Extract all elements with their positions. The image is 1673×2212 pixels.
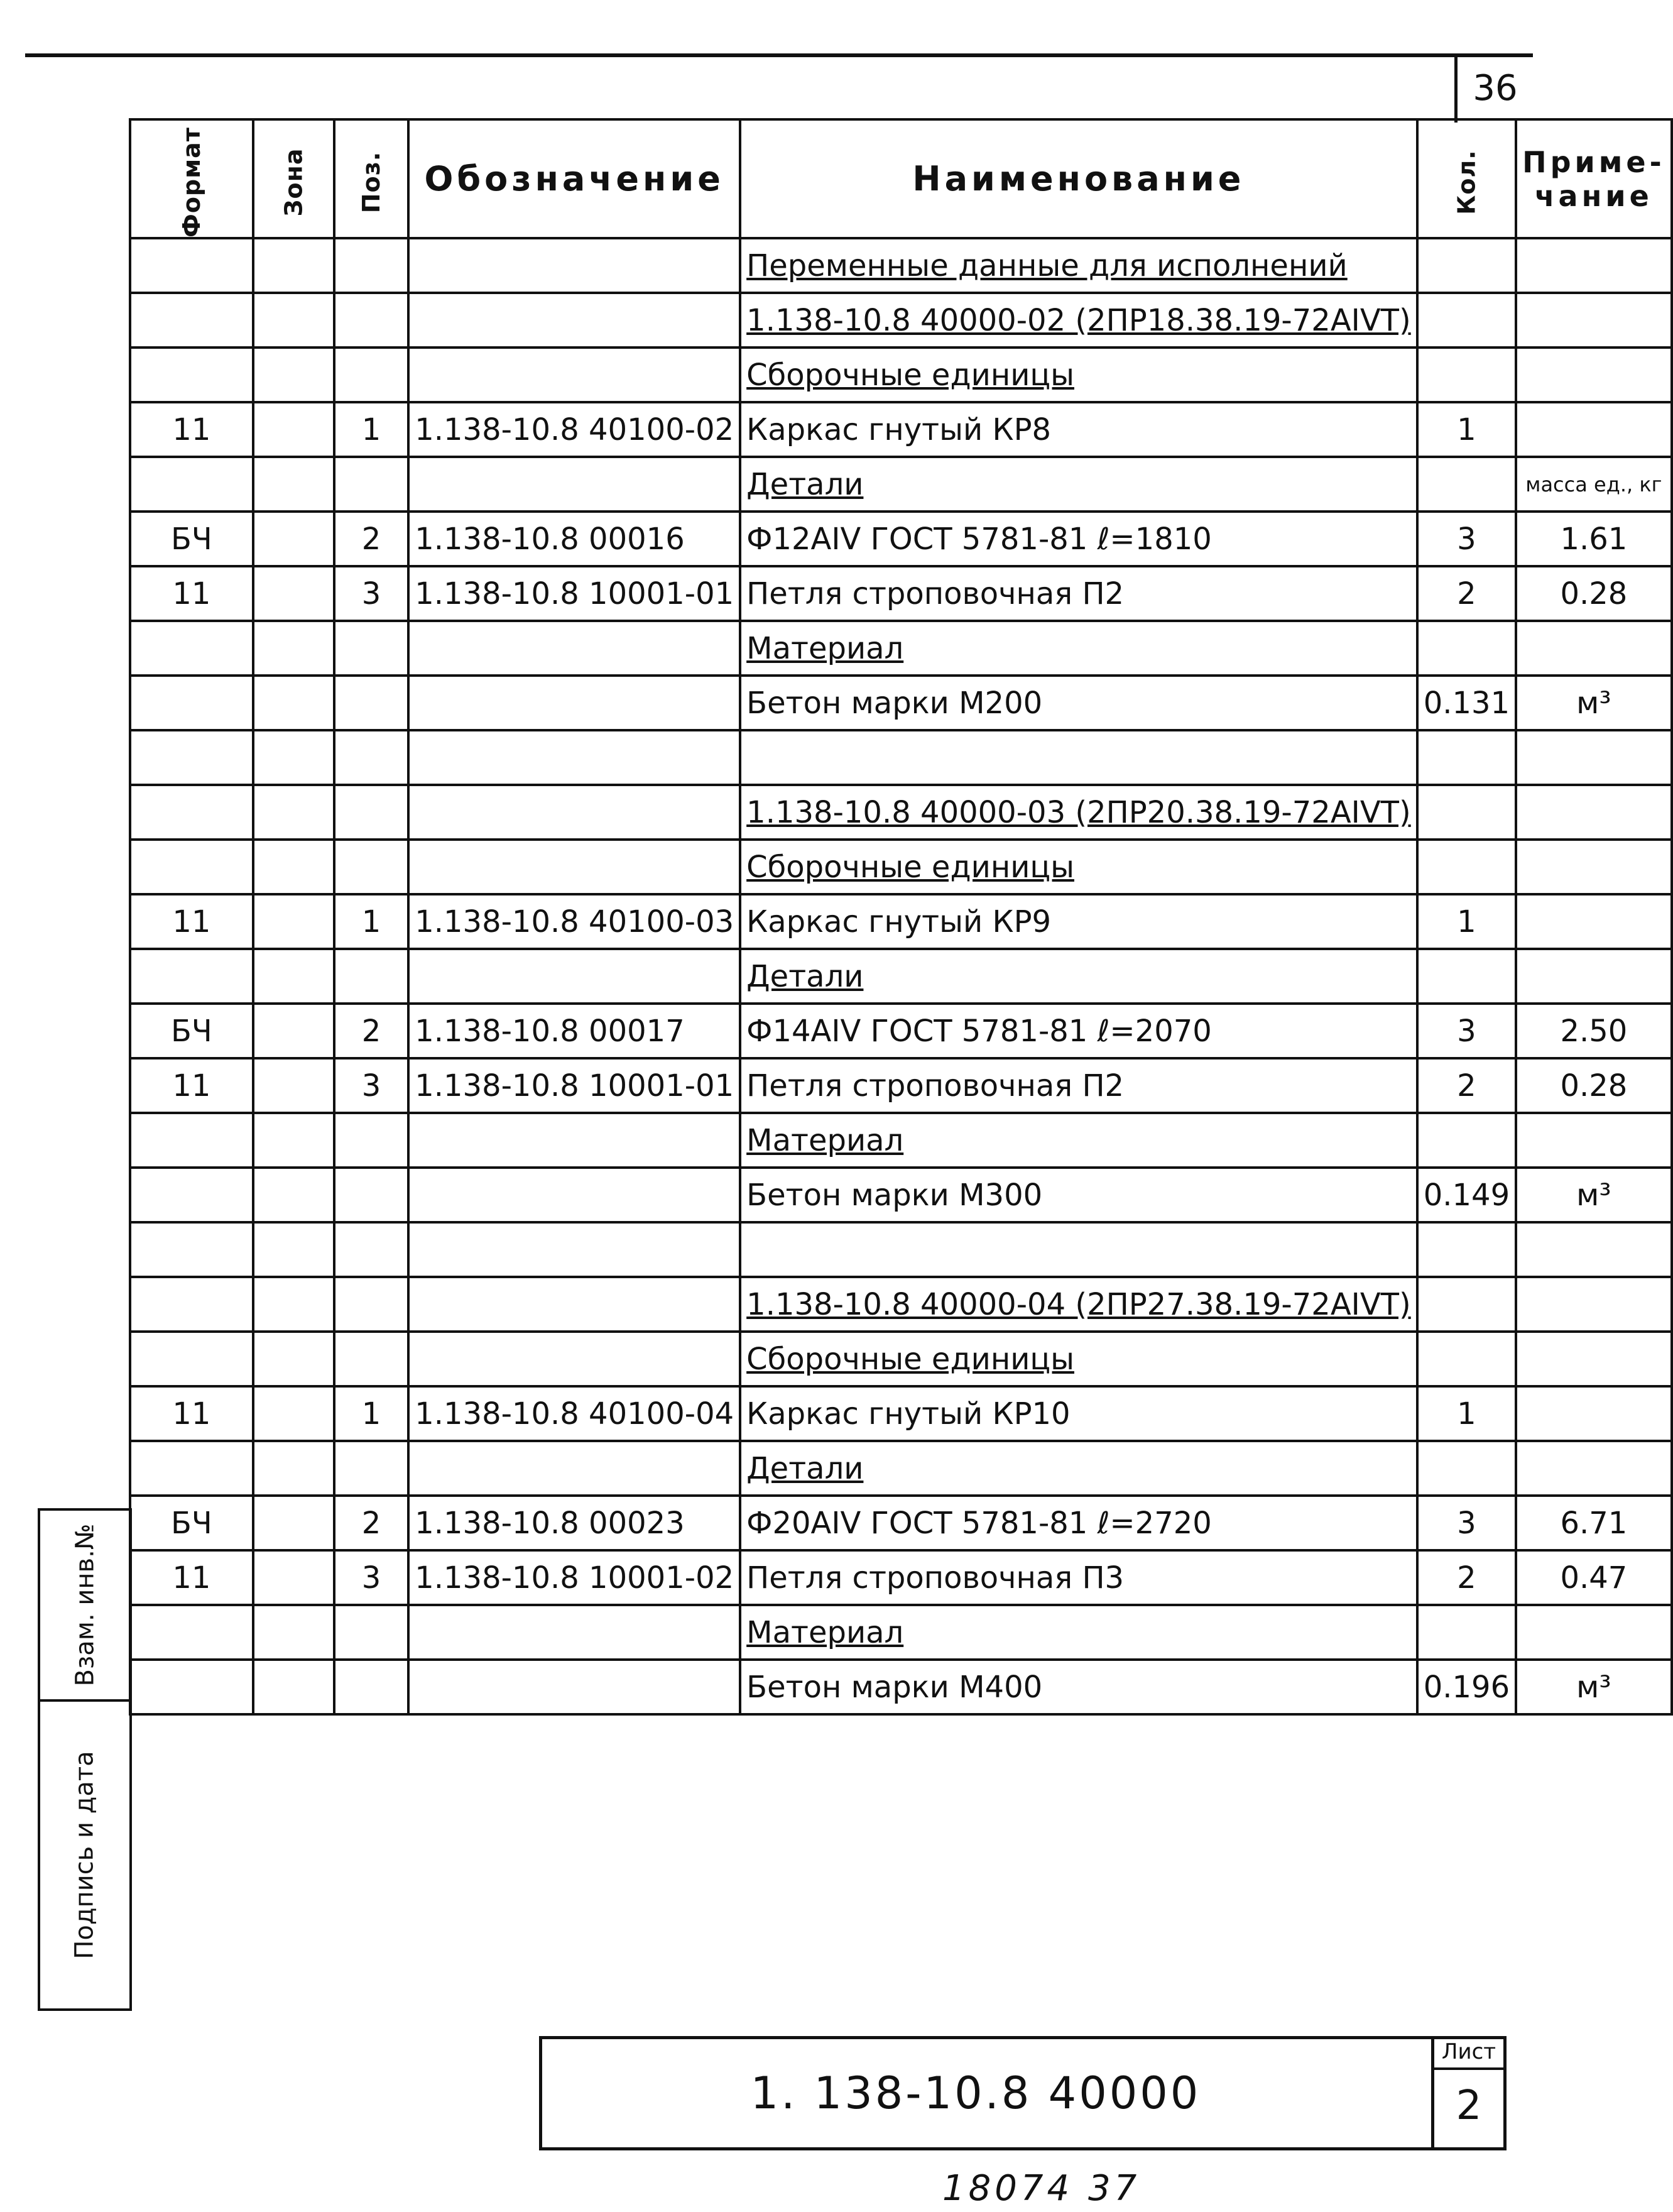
col-zone-header: Зона — [253, 119, 334, 238]
cell-note — [1516, 238, 1672, 293]
cell-name: Сборочные единицы — [740, 348, 1417, 402]
col-position-header: Поз. — [334, 119, 408, 238]
cell-qty — [1417, 621, 1516, 676]
cell-zone — [253, 1605, 334, 1660]
cell-zone — [253, 1277, 334, 1332]
table-row — [130, 840, 1672, 894]
sheet-box — [1431, 2039, 1503, 2147]
cell-position: 3 — [334, 1550, 408, 1605]
cell-position — [334, 1222, 408, 1277]
cell-note — [1516, 402, 1672, 457]
cell-designation — [408, 1222, 740, 1277]
cell-format: 11 — [130, 1058, 253, 1113]
cell-designation — [408, 1277, 740, 1332]
cell-name: Материал — [740, 1605, 1417, 1660]
table-row — [130, 1660, 1672, 1714]
cell-name: Бетон марки М300 — [740, 1168, 1417, 1222]
cell-position: 2 — [334, 1496, 408, 1550]
cell-note — [1516, 1222, 1672, 1277]
cell-name: Петля строповочная П2 — [740, 1058, 1417, 1113]
cell-qty — [1417, 949, 1516, 1004]
cell-zone — [253, 840, 334, 894]
table-row — [130, 293, 1672, 348]
cell-qty — [1417, 293, 1516, 348]
cell-zone — [253, 949, 334, 1004]
cell-qty — [1417, 785, 1516, 840]
cell-position — [334, 293, 408, 348]
cell-qty: 2 — [1417, 566, 1516, 621]
cell-designation — [408, 840, 740, 894]
col-format-header: Формат — [130, 119, 253, 238]
cell-position: 2 — [334, 512, 408, 566]
cell-position — [334, 730, 408, 785]
cell-position — [334, 457, 408, 512]
cell-position: 3 — [334, 1058, 408, 1113]
cell-position — [334, 1332, 408, 1386]
cell-qty — [1417, 730, 1516, 785]
cell-note: 0.47 — [1516, 1550, 1672, 1605]
side-label-replace-inv: Взам. инв.№ — [70, 1523, 99, 1687]
cell-zone — [253, 1441, 334, 1496]
cell-designation: 1.138-10.8 00017 — [408, 1004, 740, 1058]
cell-name: Детали — [740, 949, 1417, 1004]
cell-position — [334, 1113, 408, 1168]
cell-position: 3 — [334, 566, 408, 621]
cell-name: Бетон марки М200 — [740, 676, 1417, 730]
cell-note — [1516, 1386, 1672, 1441]
cell-format — [130, 949, 253, 1004]
cell-qty: 2 — [1417, 1058, 1516, 1113]
cell-note: 0.28 — [1516, 566, 1672, 621]
cell-note: м³ — [1516, 1168, 1672, 1222]
cell-designation — [408, 1168, 740, 1222]
cell-note: 1.61 — [1516, 512, 1672, 566]
cell-note — [1516, 621, 1672, 676]
cell-zone — [253, 512, 334, 566]
cell-zone — [253, 402, 334, 457]
cell-note: 0.28 — [1516, 1058, 1672, 1113]
cell-qty — [1417, 238, 1516, 293]
cell-qty: 0.196 — [1417, 1660, 1516, 1714]
cell-designation: 1.138-10.8 40100-02 — [408, 402, 740, 457]
cell-format: БЧ — [130, 512, 253, 566]
cell-note — [1516, 730, 1672, 785]
cell-designation — [408, 1441, 740, 1496]
cell-position — [334, 348, 408, 402]
cell-zone — [253, 1660, 334, 1714]
cell-format — [130, 457, 253, 512]
cell-name: Сборочные единицы — [740, 840, 1417, 894]
cell-name: 1.138-10.8 40000-02 (2ПР18.38.19-72AIVT) — [740, 293, 1417, 348]
cell-note: 6.71 — [1516, 1496, 1672, 1550]
specification-table — [129, 118, 1673, 1716]
cell-qty: 1 — [1417, 894, 1516, 949]
cell-format — [130, 1605, 253, 1660]
cell-designation — [408, 1660, 740, 1714]
cell-qty: 1 — [1417, 1386, 1516, 1441]
cell-qty — [1417, 1441, 1516, 1496]
cell-position — [334, 785, 408, 840]
cell-designation — [408, 785, 740, 840]
table-row — [130, 1496, 1672, 1550]
cell-name: Петля строповочная П3 — [740, 1550, 1417, 1605]
cell-format — [130, 676, 253, 730]
cell-position: 1 — [334, 402, 408, 457]
cell-note — [1516, 1441, 1672, 1496]
cell-zone — [253, 1496, 334, 1550]
cell-format: БЧ — [130, 1496, 253, 1550]
cell-format: 11 — [130, 402, 253, 457]
cell-position: 2 — [334, 1004, 408, 1058]
cell-note — [1516, 293, 1672, 348]
cell-note: масса ед., кг — [1516, 457, 1672, 512]
cell-designation: 1.138-10.8 40100-03 — [408, 894, 740, 949]
cell-qty: 2 — [1417, 1550, 1516, 1605]
cell-designation — [408, 293, 740, 348]
top-border — [25, 53, 1533, 57]
cell-name: Каркас гнутый КР8 — [740, 402, 1417, 457]
sheet-number: 2 — [1456, 2083, 1482, 2129]
cell-qty: 3 — [1417, 1004, 1516, 1058]
cell-zone — [253, 1550, 334, 1605]
table-row — [130, 402, 1672, 457]
cell-zone — [253, 730, 334, 785]
cell-format — [130, 621, 253, 676]
cell-format — [130, 1168, 253, 1222]
table-row — [130, 1222, 1672, 1277]
cell-format — [130, 1441, 253, 1496]
cell-designation: 1.138-10.8 10001-01 — [408, 1058, 740, 1113]
cell-qty: 0.131 — [1417, 676, 1516, 730]
cell-designation: 1.138-10.8 40100-04 — [408, 1386, 740, 1441]
cell-designation — [408, 730, 740, 785]
cell-designation — [408, 949, 740, 1004]
cell-note — [1516, 1605, 1672, 1660]
cell-zone — [253, 676, 334, 730]
cell-qty — [1417, 1605, 1516, 1660]
cell-position: 1 — [334, 1386, 408, 1441]
cell-zone — [253, 293, 334, 348]
cell-name: 1.138-10.8 40000-04 (2ПР27.38.19-72AIVT) — [740, 1277, 1417, 1332]
cell-name: Ф12AIV ГОСТ 5781-81 ℓ=1810 — [740, 512, 1417, 566]
cell-note — [1516, 840, 1672, 894]
cell-zone — [253, 894, 334, 949]
col-note-header: Приме- чание — [1516, 119, 1672, 238]
col-qty-header: Кол. — [1417, 119, 1516, 238]
col-name-header: Наименование — [740, 119, 1417, 238]
cell-format: 11 — [130, 1386, 253, 1441]
cell-designation — [408, 348, 740, 402]
cell-designation — [408, 621, 740, 676]
cell-format — [130, 1660, 253, 1714]
cell-note — [1516, 1277, 1672, 1332]
sheet-label: Лист — [1434, 2039, 1503, 2070]
cell-name: Ф14AIV ГОСТ 5781-81 ℓ=2070 — [740, 1004, 1417, 1058]
cell-note — [1516, 785, 1672, 840]
cell-designation — [408, 1332, 740, 1386]
header-row — [130, 119, 1672, 238]
cell-format — [130, 785, 253, 840]
page-number: 36 — [1454, 53, 1533, 123]
cell-note: 2.50 — [1516, 1004, 1672, 1058]
cell-name: Переменные данные для исполнений — [740, 238, 1417, 293]
cell-zone — [253, 1113, 334, 1168]
archive-number: 18074 37 — [942, 2168, 1141, 2209]
cell-position — [334, 1605, 408, 1660]
side-cell-signature-date — [40, 1699, 129, 2011]
cell-designation: 1.138-10.8 10001-01 — [408, 566, 740, 621]
cell-position — [334, 840, 408, 894]
side-label-signature-date: Подпись и дата — [70, 1751, 100, 1959]
cell-zone — [253, 348, 334, 402]
title-block — [539, 2036, 1507, 2150]
cell-name: Петля строповочная П2 — [740, 566, 1417, 621]
cell-note: м³ — [1516, 676, 1672, 730]
cell-zone — [253, 457, 334, 512]
cell-zone — [253, 1058, 334, 1113]
cell-qty — [1417, 840, 1516, 894]
cell-note — [1516, 348, 1672, 402]
cell-zone — [253, 1222, 334, 1277]
cell-position — [334, 1168, 408, 1222]
cell-name: Каркас гнутый КР10 — [740, 1386, 1417, 1441]
cell-designation — [408, 238, 740, 293]
table-row — [130, 348, 1672, 402]
table-row — [130, 730, 1672, 785]
cell-qty: 3 — [1417, 1496, 1516, 1550]
cell-note — [1516, 949, 1672, 1004]
table-row — [130, 1605, 1672, 1660]
cell-format — [130, 840, 253, 894]
cell-qty — [1417, 348, 1516, 402]
cell-qty — [1417, 1277, 1516, 1332]
cell-zone — [253, 238, 334, 293]
cell-designation — [408, 457, 740, 512]
table-row — [130, 894, 1672, 949]
cell-zone — [253, 1004, 334, 1058]
cell-name: Детали — [740, 1441, 1417, 1496]
signature-strip — [38, 1508, 132, 2011]
cell-designation: 1.138-10.8 00023 — [408, 1496, 740, 1550]
cell-note — [1516, 1332, 1672, 1386]
cell-designation: 1.138-10.8 00016 — [408, 512, 740, 566]
cell-note — [1516, 894, 1672, 949]
col-designation-header: Обозначение — [408, 119, 740, 238]
table-row — [130, 1332, 1672, 1386]
cell-qty — [1417, 1113, 1516, 1168]
cell-qty: 1 — [1417, 402, 1516, 457]
table-row — [130, 1113, 1672, 1168]
cell-format — [130, 293, 253, 348]
cell-qty: 3 — [1417, 512, 1516, 566]
cell-designation: 1.138-10.8 10001-02 — [408, 1550, 740, 1605]
cell-format: 11 — [130, 566, 253, 621]
cell-name: Сборочные единицы — [740, 1332, 1417, 1386]
cell-qty — [1417, 1222, 1516, 1277]
cell-zone — [253, 1386, 334, 1441]
table-row — [130, 512, 1672, 566]
cell-name: Детали — [740, 457, 1417, 512]
table-row — [130, 1277, 1672, 1332]
cell-format — [130, 348, 253, 402]
table-row — [130, 1386, 1672, 1441]
cell-zone — [253, 1168, 334, 1222]
table-row — [130, 1058, 1672, 1113]
table-row — [130, 1004, 1672, 1058]
cell-zone — [253, 785, 334, 840]
table-row — [130, 457, 1672, 512]
cell-name: Каркас гнутый КР9 — [740, 894, 1417, 949]
table-row — [130, 1550, 1672, 1605]
cell-format — [130, 730, 253, 785]
cell-name: 1.138-10.8 40000-03 (2ПР20.38.19-72AIVT) — [740, 785, 1417, 840]
cell-position: 1 — [334, 894, 408, 949]
cell-position — [334, 1660, 408, 1714]
cell-position — [334, 676, 408, 730]
table-row — [130, 621, 1672, 676]
cell-format — [130, 1113, 253, 1168]
table-row — [130, 566, 1672, 621]
cell-note: м³ — [1516, 1660, 1672, 1714]
table-row — [130, 1441, 1672, 1496]
cell-zone — [253, 566, 334, 621]
cell-format — [130, 1277, 253, 1332]
cell-position — [334, 621, 408, 676]
cell-position — [334, 949, 408, 1004]
cell-zone — [253, 621, 334, 676]
table-row — [130, 949, 1672, 1004]
table-body — [130, 238, 1672, 1714]
cell-qty: 0.149 — [1417, 1168, 1516, 1222]
cell-name — [740, 1222, 1417, 1277]
cell-zone — [253, 1332, 334, 1386]
table-row — [130, 1168, 1672, 1222]
cell-position — [334, 238, 408, 293]
cell-format — [130, 238, 253, 293]
cell-format — [130, 1332, 253, 1386]
cell-position — [334, 1277, 408, 1332]
cell-format — [130, 1222, 253, 1277]
cell-designation — [408, 676, 740, 730]
table-row — [130, 785, 1672, 840]
cell-name: Ф20AIV ГОСТ 5781-81 ℓ=2720 — [740, 1496, 1417, 1550]
cell-name: Материал — [740, 621, 1417, 676]
table-row — [130, 238, 1672, 293]
cell-name: Материал — [740, 1113, 1417, 1168]
side-cell-replace-inv — [40, 1511, 129, 1702]
cell-note — [1516, 1113, 1672, 1168]
cell-format: 11 — [130, 894, 253, 949]
cell-position — [334, 1441, 408, 1496]
cell-format: БЧ — [130, 1004, 253, 1058]
cell-designation — [408, 1605, 740, 1660]
cell-name — [740, 730, 1417, 785]
cell-qty — [1417, 457, 1516, 512]
table-row — [130, 676, 1672, 730]
cell-name: Бетон марки М400 — [740, 1660, 1417, 1714]
document-code: 1. 138-10.8 40000 — [750, 2067, 1201, 2119]
cell-qty — [1417, 1332, 1516, 1386]
cell-format: 11 — [130, 1550, 253, 1605]
cell-designation — [408, 1113, 740, 1168]
